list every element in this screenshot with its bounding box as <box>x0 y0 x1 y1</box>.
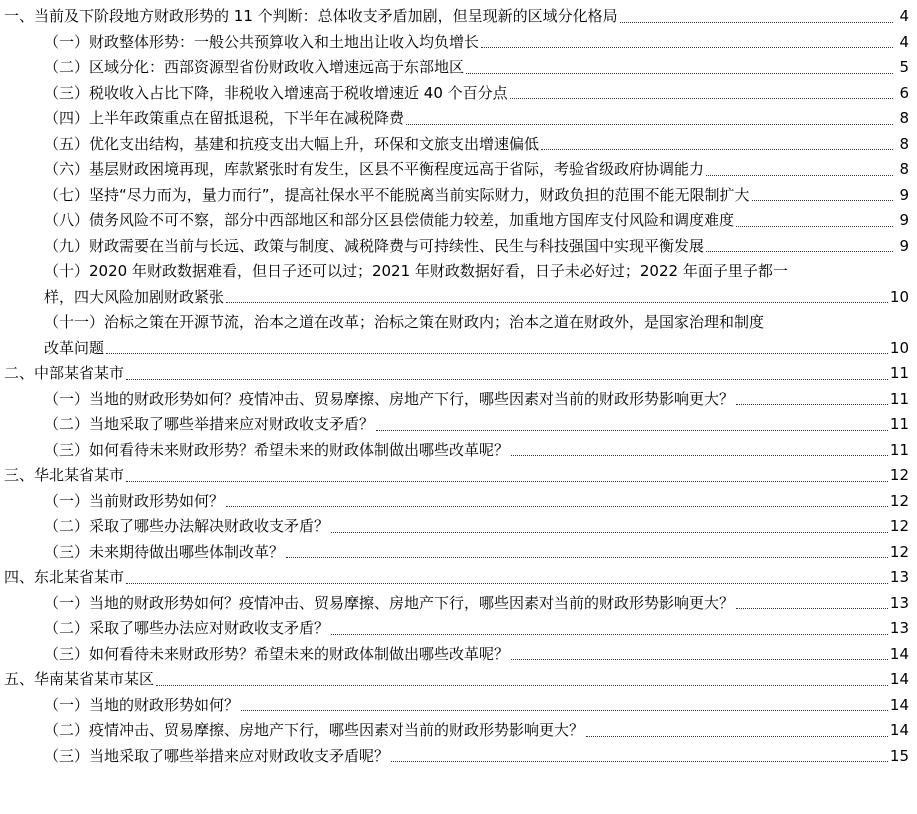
dot-leader <box>331 532 888 533</box>
toc-entry-level-2[interactable] <box>0 514 917 540</box>
toc-entry-level-2[interactable] <box>0 693 917 719</box>
toc-page-number: 5 <box>899 58 909 76</box>
dot-leader <box>226 302 888 303</box>
toc-entry-text: （一）财政整体形势：一般公共预算收入和土地出让收入均负增长 <box>44 32 480 51</box>
dot-leader <box>706 175 893 176</box>
toc-page-number: 14 <box>889 644 909 663</box>
dot-leader <box>126 481 888 482</box>
toc-entry-level-2[interactable] <box>0 55 917 81</box>
toc-entry-text: （四）上半年政策重点在留抵退税，下半年在减税降费 <box>44 109 405 127</box>
dot-leader <box>466 73 893 74</box>
toc-page-number: 6 <box>899 83 909 102</box>
toc-entry-text: （一）当地的财政形势如何？ <box>44 695 240 714</box>
dot-leader <box>510 98 893 99</box>
toc-entry-text: （二）区域分化：西部资源型省份财政收入增速远高于东部地区 <box>44 58 465 76</box>
toc-page-number: 4 <box>899 7 909 25</box>
toc-entry-text: （二）采取了哪些办法解决财政收支矛盾？ <box>44 517 330 535</box>
toc-entry-level-2[interactable] <box>0 489 917 515</box>
toc-entry-level-2[interactable] <box>0 157 917 183</box>
toc-entry-text: （九）财政需要在当前与长远、政策与制度、减税降费与可持续性、民生与科技强国中实现平衡发展 <box>44 236 705 255</box>
dot-leader <box>331 634 888 635</box>
dot-leader <box>511 659 888 660</box>
toc-page-number: 9 <box>899 185 909 204</box>
toc-entry-text: （二）采取了哪些办法应对财政收支矛盾？ <box>44 619 330 637</box>
toc-entry-level-1[interactable] <box>0 463 917 489</box>
toc-page-number: 13 <box>889 568 909 586</box>
dot-leader <box>406 124 893 125</box>
toc-entry-text-line1: （十）2020 年财政数据难看，但日子还可以过；2021 年财政数据好看，日子未必好过；2022 年面子里子都一 <box>44 262 788 280</box>
toc-entry-text: 四、东北某省某市 <box>4 568 125 586</box>
dot-leader <box>286 557 888 558</box>
toc-entry-level-2[interactable] <box>0 387 917 413</box>
toc-page-number: 4 <box>899 32 909 51</box>
toc-page-number: 14 <box>889 670 909 688</box>
toc-entry-text: 三、华北某省某市 <box>4 466 125 484</box>
toc-entry-level-2[interactable] <box>0 540 917 566</box>
toc-page-number: 11 <box>889 389 909 408</box>
toc-page-number: 11 <box>889 415 909 433</box>
dot-leader <box>706 251 893 252</box>
toc-entry-level-2[interactable] <box>0 310 917 361</box>
toc-entry-text: （八）债务风险不可不察，部分中西部地区和部分区县偿债能力较差，加重地方国库支付风险和调度难度 <box>44 211 735 229</box>
toc-entry-text: （六）基层财政困境再现，库款紧张时有发生，区县不平衡程度远高于省际，考验省级政府协调能力 <box>44 160 705 178</box>
toc-entry-text: （二）疫情冲击、贸易摩擦、房地产下行，哪些因素对当前的财政形势影响更大？ <box>44 721 585 739</box>
toc-page-number: 10 <box>889 338 909 357</box>
toc-page-number: 12 <box>889 491 909 510</box>
toc-entry-level-2[interactable] <box>0 438 917 464</box>
toc-page-number: 9 <box>899 236 909 255</box>
dot-leader <box>156 685 888 686</box>
toc-entry-text: 二、中部某省某市 <box>4 364 125 382</box>
toc-entry-text: 五、华南某省某市某区 <box>4 670 155 688</box>
toc-page-number: 13 <box>889 619 909 637</box>
toc-entry-level-2[interactable] <box>0 183 917 209</box>
toc-entry-level-2[interactable] <box>0 718 917 744</box>
toc-entry-text: （二）当地采取了哪些举措来应对财政收支矛盾？ <box>44 415 375 433</box>
dot-leader <box>226 506 888 507</box>
dot-leader <box>126 379 888 380</box>
toc-page-number: 11 <box>889 364 909 382</box>
toc-entry-text: （三）如何看待未来财政形势？希望未来的财政体制做出哪些改革呢？ <box>44 440 510 459</box>
dot-leader <box>376 430 888 431</box>
toc-entry-level-2[interactable] <box>0 208 917 234</box>
toc-entry-level-2[interactable] <box>0 591 917 617</box>
toc-page-number: 8 <box>899 109 909 127</box>
toc-entry-text: （五）优化支出结构，基建和抗疫支出大幅上升，环保和文旅支出增速偏低 <box>44 134 540 153</box>
toc-entry-text: （一）当前财政形势如何？ <box>44 491 225 510</box>
dot-leader <box>241 710 888 711</box>
toc-page-number: 12 <box>889 517 909 535</box>
toc-entry-level-2[interactable] <box>0 106 917 132</box>
dot-leader <box>541 149 893 150</box>
toc-page-number: 13 <box>889 593 909 612</box>
toc-page-number: 9 <box>899 211 909 229</box>
toc-entry-level-2[interactable] <box>0 642 917 668</box>
toc-entry-level-1[interactable] <box>0 667 917 693</box>
toc-page-number: 10 <box>889 287 909 306</box>
toc-entry-text: （一）当地的财政形势如何？疫情冲击、贸易摩擦、房地产下行，哪些因素对当前的财政形势影响更大？ <box>44 389 735 408</box>
toc-page-number: 14 <box>889 721 909 739</box>
dot-leader <box>511 455 888 456</box>
toc-entry-text-line2: 样，四大风险加剧财政紧张 <box>44 287 225 306</box>
toc-page-number: 12 <box>889 542 909 561</box>
toc-entry-level-2[interactable] <box>0 259 917 310</box>
dot-leader <box>736 404 888 405</box>
toc-entry-text-line2: 改革问题 <box>44 338 105 357</box>
toc-entry-level-1[interactable] <box>0 565 917 591</box>
toc-entry-line2 <box>44 336 909 362</box>
dot-leader <box>736 608 888 609</box>
toc-entry-level-2[interactable] <box>0 412 917 438</box>
toc-entry-line2 <box>44 285 909 311</box>
toc-entry-level-2[interactable] <box>0 30 917 56</box>
dot-leader <box>391 761 888 762</box>
toc-entry-text: （三）税收收入占比下降，非税收入增速高于税收增速近 40 个百分点 <box>44 83 508 102</box>
toc-page-number: 14 <box>889 695 909 714</box>
toc-page-number: 8 <box>899 134 909 153</box>
toc-entry-level-2[interactable] <box>0 744 917 770</box>
dot-leader <box>126 583 888 584</box>
toc-entry-level-1[interactable] <box>0 4 917 30</box>
toc-entry-level-2[interactable] <box>0 81 917 107</box>
toc-entry-text: （三）未来期待做出哪些体制改革？ <box>44 542 285 561</box>
toc-entry-text: （三）当地采取了哪些举措来应对财政收支矛盾呢？ <box>44 746 390 765</box>
toc-entry-text-line1: （十一）治标之策在开源节流，治本之道在改革；治标之策在财政内；治本之道在财政外，是国家治理和制度 <box>44 313 765 331</box>
toc-page-number: 15 <box>889 746 909 765</box>
toc-entry-level-2[interactable] <box>0 132 917 158</box>
toc-entry-text: （三）如何看待未来财政形势？希望未来的财政体制做出哪些改革呢？ <box>44 644 510 663</box>
toc-page-number: 11 <box>889 440 909 459</box>
toc-entry-level-1[interactable] <box>0 361 917 387</box>
toc-entry-text: 一、当前及下阶段地方财政形势的 11 个判断：总体收支矛盾加剧，但呈现新的区域分化格局 <box>4 7 618 25</box>
toc-page-number: 12 <box>889 466 909 484</box>
dot-leader <box>752 200 893 201</box>
toc-entry-level-2[interactable] <box>0 616 917 642</box>
dot-leader <box>106 353 888 354</box>
dot-leader <box>620 22 893 23</box>
toc-entry-text: （七）坚持“尽力而为，量力而行”，提高社保水平不能脱离当前实际财力，财政负担的范围不能无限制扩大 <box>44 185 750 204</box>
dot-leader <box>586 736 888 737</box>
toc-page-number: 8 <box>899 160 909 178</box>
dot-leader <box>736 226 893 227</box>
dot-leader <box>481 47 893 48</box>
toc-entry-level-2[interactable] <box>0 234 917 260</box>
toc-entry-text: （一）当地的财政形势如何？疫情冲击、贸易摩擦、房地产下行，哪些因素对当前的财政形势影响更大？ <box>44 593 735 612</box>
